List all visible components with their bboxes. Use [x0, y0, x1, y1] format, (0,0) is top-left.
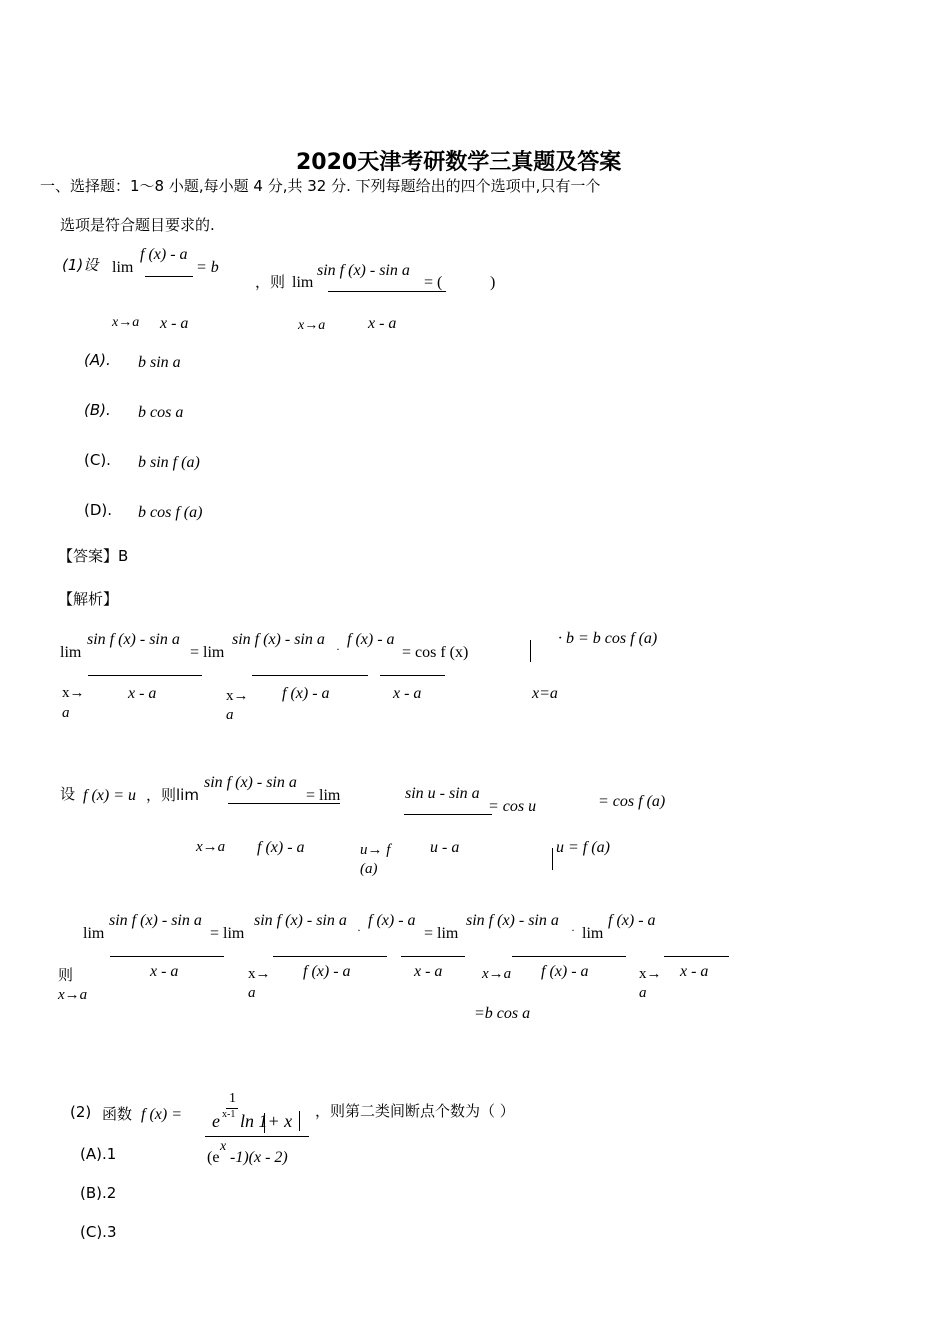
condition: u = f (a): [556, 839, 610, 856]
lim: lim: [60, 644, 82, 661]
fraction-bar: [512, 956, 626, 957]
let: 设: [60, 785, 76, 803]
equals-lim: = lim: [190, 644, 225, 661]
option-value: 1: [106, 1145, 117, 1163]
equals-lim: = lim: [424, 925, 459, 942]
q1-eq-paren: = (: [424, 274, 443, 291]
numerator: sin u - sin a: [405, 785, 480, 802]
page-title: 2020天津考研数学三真题及答案: [296, 150, 622, 175]
sub: u→ f: [360, 842, 391, 858]
denominator: x - a: [680, 963, 709, 980]
q1-analysis-heading: 【解析】: [58, 590, 119, 608]
option-value: b cos f (a): [138, 504, 203, 521]
q1-prefix: (1)设: [62, 256, 99, 274]
fraction-bar: [273, 956, 387, 957]
q2-option-a: [80, 1147, 116, 1162]
sub: x→: [62, 685, 85, 701]
numerator: f (x) - a: [368, 912, 416, 929]
denominator: u - a: [430, 839, 460, 856]
equals-lim: = lim: [306, 787, 341, 804]
result: · b = b cos f (a): [558, 630, 658, 647]
evaluation-bar: [530, 640, 531, 662]
q2-den-exp: x: [220, 1139, 227, 1154]
then: 则: [58, 966, 74, 984]
numerator: sin f (x) - sin a: [109, 912, 202, 929]
condition: x=a: [532, 685, 558, 702]
q1-comma-then: ，则: [255, 273, 286, 291]
sub: a: [639, 985, 647, 1001]
sub: (a): [360, 861, 378, 877]
q2-abs-right: [299, 1111, 300, 1131]
denominator: f (x) - a: [282, 685, 330, 702]
q2-exp-one: 1: [229, 1091, 236, 1106]
option-label: (B).: [84, 401, 111, 419]
q1-lim-2: lim: [292, 274, 314, 291]
q1-fraction-bar-1: [145, 276, 193, 277]
denominator: x - a: [414, 963, 443, 980]
equals-cos-fa: = cos f (a): [598, 793, 666, 810]
q2-fraction-bar: [205, 1136, 309, 1137]
final-result: =b cos a: [474, 1005, 531, 1022]
sub: a: [226, 707, 234, 723]
sub: x→a: [196, 839, 226, 855]
equals-lim: = lim: [210, 925, 245, 942]
numerator: sin f (x) - sin a: [87, 631, 180, 648]
equals-cos: = cos f (x): [402, 644, 469, 661]
substitution: f (x) = u: [83, 787, 136, 804]
q2-den-rest: -1)(x - 2): [230, 1149, 288, 1166]
denominator: f (x) - a: [303, 963, 351, 980]
denominator: f (x) - a: [541, 963, 589, 980]
fraction-bar: [404, 814, 492, 815]
fraction-bar: [380, 675, 445, 676]
q2-ln: ln 1+ x: [240, 1111, 293, 1131]
q2-e: e: [212, 1111, 220, 1131]
q2-fx: f (x) =: [141, 1106, 182, 1123]
q1-sub-1: x→a: [112, 315, 140, 330]
evaluation-bar: [552, 848, 553, 870]
option-value: b sin a: [138, 354, 181, 371]
sub: a: [248, 985, 256, 1001]
option-label: (C).: [84, 451, 111, 469]
dot: ·: [336, 642, 340, 656]
q1-numerator-1: f (x) - a: [140, 246, 188, 263]
q1-lim: lim: [112, 259, 134, 276]
numerator: f (x) - a: [347, 631, 395, 648]
q1-blank-underline: [426, 291, 446, 292]
lim: lim: [83, 925, 105, 942]
fraction-bar: [88, 675, 202, 676]
sub: a: [62, 705, 70, 721]
q2-question: ，则第二类间断点个数为（ ）: [315, 1102, 515, 1120]
sub: x→: [248, 966, 271, 982]
option-value: b sin f (a): [138, 454, 200, 471]
q2-option-c: [80, 1225, 117, 1240]
numerator: sin f (x) - sin a: [204, 774, 297, 791]
dot: ·: [357, 923, 361, 937]
q2-den-e: (e: [207, 1149, 220, 1166]
option-label: (D).: [84, 501, 113, 519]
q1-denominator-2: x - a: [368, 315, 397, 332]
q2-func-label: 函数: [102, 1105, 133, 1123]
q1-close-paren: ): [490, 274, 496, 291]
option-value: b cos a: [138, 404, 184, 421]
fraction-bar: [664, 956, 729, 957]
q1-eq-b: = b: [196, 259, 219, 276]
sub: x→a: [58, 987, 88, 1003]
fraction-bar: [252, 675, 368, 676]
equals-cos-u: = cos u: [488, 798, 537, 815]
sub: x→a: [482, 966, 512, 982]
q1-numerator-2: sin f (x) - sin a: [317, 262, 410, 279]
denominator: x - a: [393, 685, 422, 702]
intro-line-1: 一、选择题：1～8 小题,每小题 4 分,共 32 分. 下列每题给出的四个选项中,只有一个: [40, 177, 601, 195]
numerator: sin f (x) - sin a: [254, 912, 347, 929]
sub: x→: [226, 688, 249, 704]
q2-option-b: [80, 1186, 116, 1201]
fraction-bar: [401, 956, 465, 957]
q2-exp: x-1: [222, 1109, 236, 1120]
numerator: f (x) - a: [608, 912, 656, 929]
denominator: x - a: [150, 963, 179, 980]
fraction-bar: [110, 956, 224, 957]
intro-line-2: 选项是符合题目要求的.: [60, 216, 215, 234]
numerator: sin f (x) - sin a: [232, 631, 325, 648]
dot: ·: [571, 923, 575, 937]
option-value: 2: [106, 1184, 117, 1202]
option-label: (A).: [84, 351, 111, 369]
q2-prefix: (2): [70, 1103, 92, 1121]
q1-fraction-bar-2: [328, 291, 426, 292]
q1-answer: 【答案】B: [58, 547, 129, 565]
lim: lim: [582, 925, 604, 942]
q2-abs-left: [264, 1113, 265, 1133]
numerator: sin f (x) - sin a: [466, 912, 559, 929]
q1-denominator-1: x - a: [160, 315, 189, 332]
option-label: (C).: [80, 1223, 107, 1241]
denominator: f (x) - a: [257, 839, 305, 856]
option-value: 3: [106, 1223, 117, 1241]
option-label: (A).: [80, 1145, 107, 1163]
option-label: (B).: [80, 1184, 107, 1202]
denominator: x - a: [128, 685, 157, 702]
q1-sub-2: x→a: [298, 318, 326, 333]
then-lim: ，则lim: [146, 786, 199, 804]
sub: x→: [639, 966, 662, 982]
